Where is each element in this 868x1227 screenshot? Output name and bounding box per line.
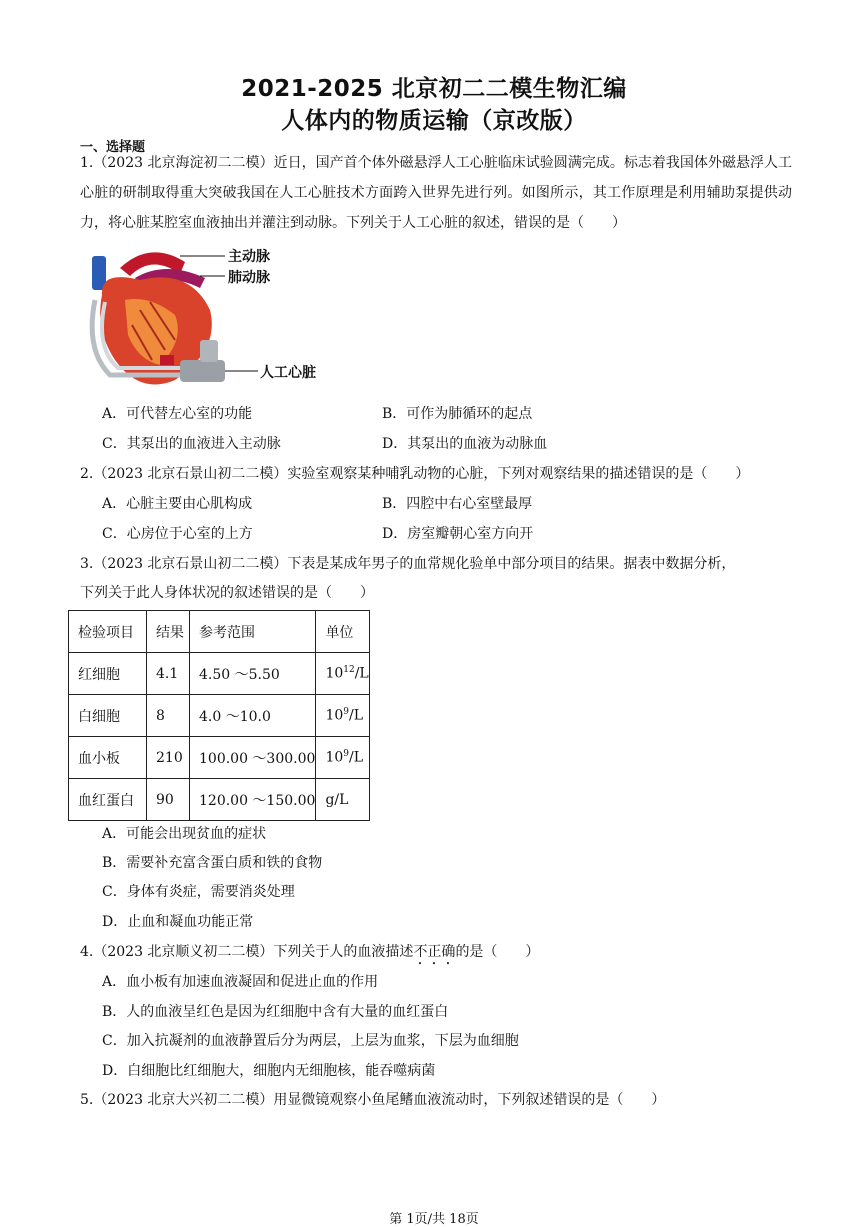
artificial-heart-figure [80,240,360,395]
q4-option-a: A．血小板有加速血液凝固和促进止血的作用 [102,974,379,990]
blood-test-table [68,610,370,821]
q1-option-a: A．可代替左心室的功能 [102,406,253,422]
q2-option-c: C．心房位于心室的上方 [102,526,253,542]
heart-illustration [80,240,360,395]
table-cell: $10^9/L$ [316,695,369,737]
q4-option-c: C．加入抗凝剂的血液静置后分为两层，上层为血浆，下层为血细胞 [102,1033,519,1049]
label-pulmonary-artery: 肺动脉 [228,270,270,286]
table-cell: 4.0 ～10.0 [190,695,316,737]
section-heading: 一、选择题 [80,140,146,155]
document-title-line1: 2021-2025 北京初二二模生物汇编 [241,76,627,102]
question-1-stem: 1.（2023 北京海淀初二二模）近日，国产首个体外磁悬浮人工心脏临床试验圆满完成。标志着我国体外磁悬浮人工心脏的研制取得重大突破我国在人工心脏技术方面跨入世界先进行列。如图所示，其工作原理是利用辅助泵提供动力，将心脏某腔室血液抽出并灌注到动脉。下列关于人工心脏的叙述，错误的是（ ） [80,155,792,231]
question-3-stem-line1: 3.（2023 北京石景山初二二模）下表是某成年男子的血常规化验单中部分项目的结果。据表中数据分析， [80,556,736,572]
table-row [69,737,370,779]
table-cell: 白细胞 [69,695,147,737]
table-cell: $10^{12}/L$ [316,653,369,695]
table-cell: 血小板 [69,737,147,779]
question-4-stem: 4.（2023 北京顺义初二二模）下列关于人的血液描述不正确的是（ ） [80,944,540,960]
table-row [69,695,370,737]
pump-device-shape [180,360,225,382]
table-cell: g/L [316,779,369,821]
emphasized-word: 不正确 [413,944,456,960]
table-cell: $10^9/L$ [316,737,369,779]
q4-option-d: D．白细胞比红细胞大，细胞内无细胞核，能吞噬病菌 [102,1063,436,1079]
table-header: 单位 [316,611,369,653]
q3-option-d: D．止血和凝血功能正常 [102,914,254,930]
question-3-stem-line2: 下列关于此人身体状况的叙述错误的是（ ） [80,585,374,601]
q3-option-a: A．可能会出现贫血的症状 [102,826,267,842]
table-cell: 4.50 ～5.50 [190,653,316,695]
question-5-stem: 5.（2023 北京大兴初二二模）用显微镜观察小鱼尾鳍血液流动时，下列叙述错误的是（ ） [80,1092,666,1108]
table-cell: 血红蛋白 [69,779,147,821]
table-cell: 120.00 ～150.00 [190,779,316,821]
label-artificial-heart: 人工心脏 [260,365,316,381]
q2-option-a: A．心脏主要由心肌构成 [102,496,253,512]
table-cell: 90 [147,779,190,821]
q4-option-b: B．人的血液呈红色是因为红细胞中含有大量的血红蛋白 [102,1004,449,1020]
table-cell: 8 [147,695,190,737]
q3-option-c: C．身体有炎症，需要消炎处理 [102,884,295,900]
table-header: 参考范围 [190,611,316,653]
table-cell: 红细胞 [69,653,147,695]
q1-option-c: C．其泵出的血液进入主动脉 [102,436,281,452]
page-footer: 第 1页/共 18页 [389,1212,479,1227]
table-header: 结果 [147,611,190,653]
table-cell: 210 [147,737,190,779]
table-header: 检验项目 [69,611,147,653]
q1-option-d: D．其泵出的血液为动脉血 [382,436,548,452]
table-cell: 4.1 [147,653,190,695]
label-aorta: 主动脉 [228,249,270,265]
table-row [69,779,370,821]
q2-option-b: B．四腔中右心室壁最厚 [382,496,533,512]
document-title-line2: 人体内的物质运输（京改版） [281,108,587,134]
q3-option-b: B．需要补充富含蛋白质和铁的食物 [102,855,323,871]
table-cell: 100.00 ～300.00 [190,737,316,779]
table-row [69,653,370,695]
q2-option-d: D．房室瓣朝心室方向开 [382,526,534,542]
table-header-row [69,611,370,653]
question-2-stem: 2.（2023 北京石景山初二二模）实验室观察某种哺乳动物的心脏，下列对观察结果的描述错误的是（ ） [80,466,750,482]
q1-option-b: B．可作为肺循环的起点 [382,406,533,422]
